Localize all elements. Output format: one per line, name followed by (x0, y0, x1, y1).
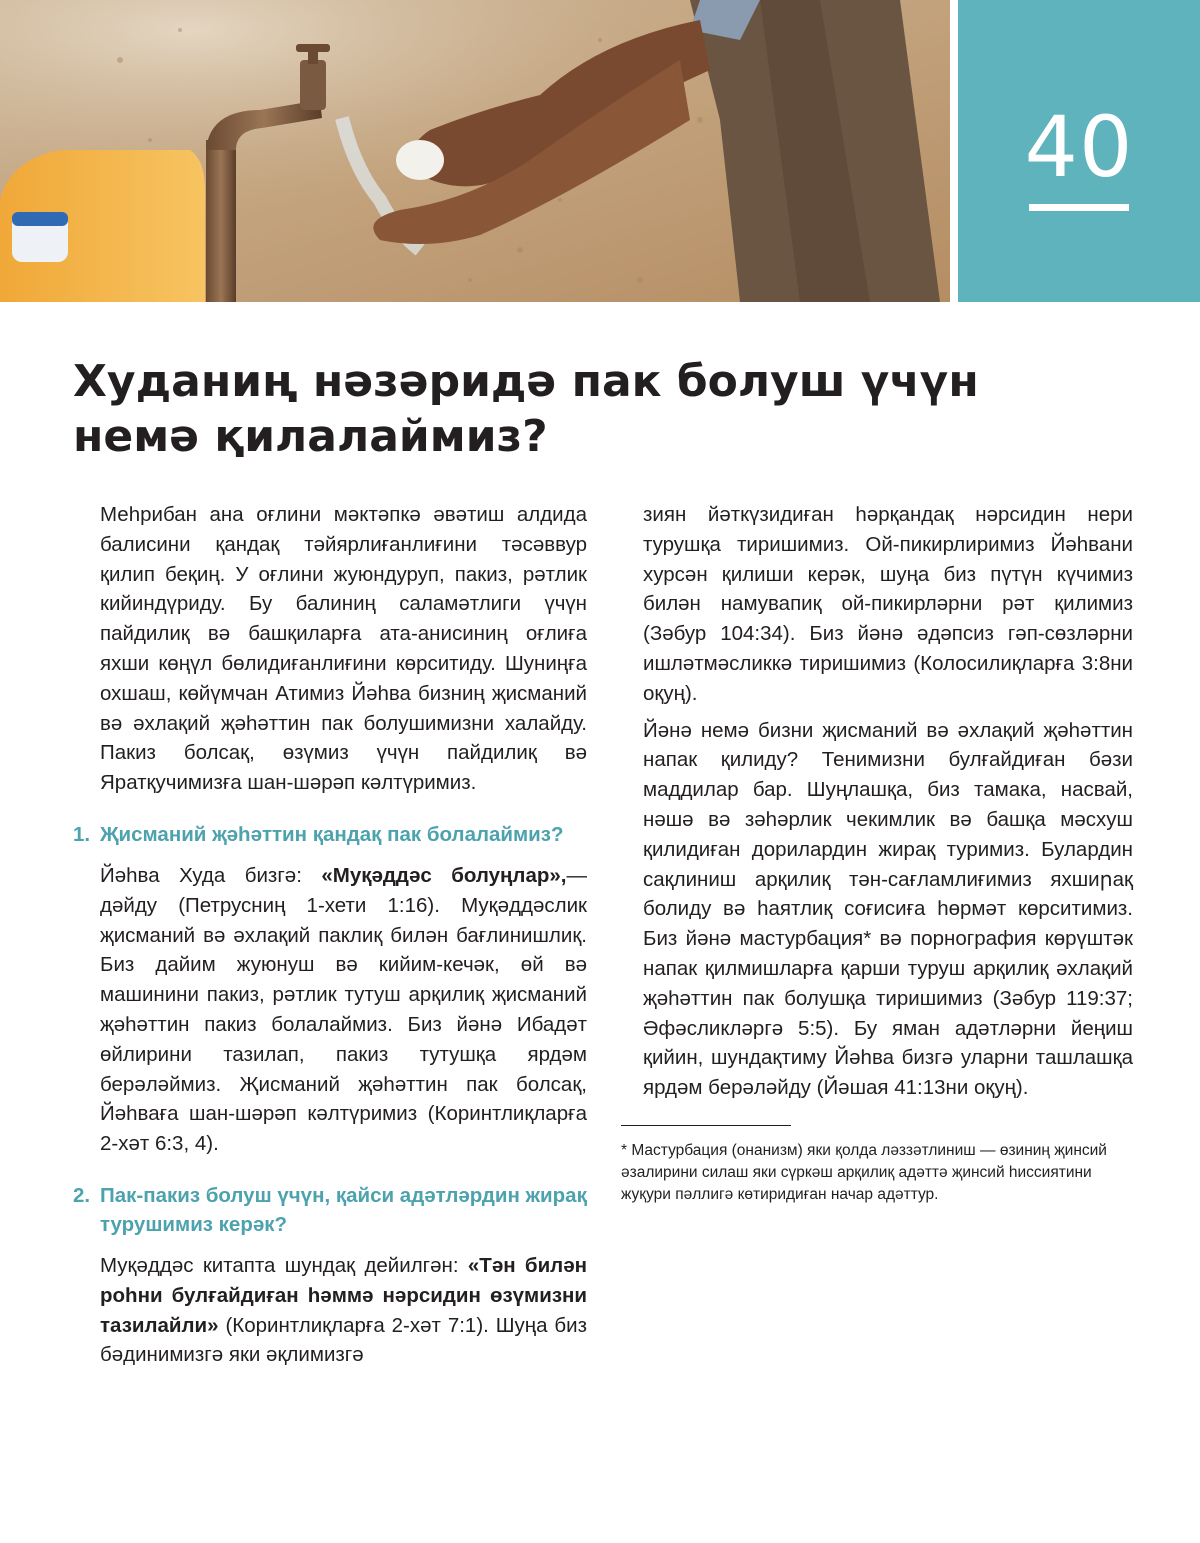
right-column (621, 500, 1133, 1206)
page-title-line-1: Худаниң нәзәридә пак болуш үчүн (73, 356, 979, 407)
lesson-number-underline (1029, 204, 1129, 211)
right-paragraph-1: зиян йәткүзидиған һәрқандақ нәрсидин нери турушқа тиришимиз. Ой-пикирлиримиз Йәһвани хурсән қилиши керәк, шуңа биз пүтүн күчимиз билән намувапиқ ой-пикирләрни рәт қилимиз (Зәбур 104:34). Биз йәнә әдәпсиз гәп-сөзләрни ишләтмәсликкә тиришимиз (Колосилиқларға 3:8ни оқуң). (643, 503, 1133, 705)
section-2-quote: «Тән билән роһни булғайдиған һәммә нәрсидин өзүмизни тазилайли» (100, 1253, 587, 1337)
section-2-text-end: (Коринтлиқларға 2-хәт 7:1). Шуңа биз бәдинимизгә яки әқлимизгә (100, 1313, 587, 1367)
lesson-number: 40 (1024, 98, 1134, 196)
question-2-text: Пак-пакиз болуш үчүн, қайси адәтләрдин жирақ турушимиз керәк? (100, 1183, 587, 1236)
page-title (73, 354, 1133, 464)
question-1-text: Җисманий җәһәттин қандақ пак болалаймиз? (100, 822, 564, 846)
page-title-line-2: немә қилалаймиз? (73, 411, 548, 462)
intro-paragraph: Меһрибан ана оғлини мәктәпкә әвәтиш алдида балисини қандақ тәйярлиғанлиғини тәсәввур қилип беқиң. У оғлини жуюндуруп, пакиз, рәтлик кийиндүриду. Бу балиниң саламәтлиги үчүн пайдилиқ вә башқиларға ата-анисиниң оғлиға яхши көңүл бөлидиғанлиғини көрситиду. Шуниңға охшаш, көйүмчан Атимиз Йәһва бизниң җисманий вә әхлақий җәһәттин пак болушимизни халайду. Пакиз болсақ, өзүмиз үчүн пайдилиқ вә Яратқучимизға шан-шәрәп кәлтүримиз. (100, 503, 587, 795)
question-2-number: 2. (73, 1183, 91, 1207)
section-1-paragraph (100, 861, 587, 1159)
question-2 (73, 1181, 587, 1239)
right-paragraph-2: Йәнә немә бизни җисманий вә әхлақий җәһәттин напак қилиду? Тенимизни булғайдиған бәзи маддилар бар. Шуңлашқа, биз тамака, насвай, нәшә вә зәһәрлик чекимлик вә башқа мәсхуш қилидиған дорилардин жирақ туримиз. Булардин сақлиниш арқилиқ тән-сағламлиғимиз яхшиրақ болиду вә һаятлиқ соғисиға һөрмәт көрситимиз. Биз йәнә мастурбация* вә порнография көрүштәк напак қилмишларға қарши туруш арқилиқ әхлақий җәһәттин пак болушқа тиришимиз (Зәбур 119:37; Әфәсликләргә 5:5). Бу яман адәтләрни йеңиш қийин, шундақтиму Йәһва бизгә уларни ташлашқа ярдәм берәләйду (Йәшая 41:13ни оқуң). (643, 718, 1133, 1100)
header-photo (0, 0, 950, 302)
question-1-number: 1. (73, 822, 91, 846)
section-2-paragraph (100, 1251, 587, 1370)
section-1-text-start: Йәһва Худа бизгә: (100, 863, 322, 887)
section-1-quote: «Муқәддәс болуңлар», (321, 863, 567, 887)
hands-washing-under-tap-icon (0, 0, 950, 302)
footnote: * Мастурбация (онанизм) яки қолда ләззәтлиниш — өзиниң җинсий әзалирини силаш яки сүркәш арқилиқ адәттә җинсий һиссиятини жуқури пәллигә көтиридиған начар адәттур. (621, 1141, 1107, 1203)
question-1 (73, 820, 587, 849)
section-2-text-start: Муқәддәс китапта шундақ дейилгән: (100, 1253, 468, 1277)
left-column (73, 500, 587, 1377)
lesson-number-panel (958, 0, 1200, 302)
footnote-divider (621, 1125, 791, 1126)
section-1-text-end: — дәйду (Петрусниң 1-хети 1:16). Муқәддәслик җисманий вә әхлақий паклиқ билән бағлинишлиқ. Биз дайим жуюнуш вә кийим-кечәк, өй вә машинини пакиз, рәтлик тутуш арқилиқ җисманий җәһәттин пакиз болалаймиз. Биз йәнә Ибадәт өйлирини тазилап, пакиз тутушқа ярдәм берәләймиз. Җисманий җәһәттин пак болсақ, Йәһваға шан-шәрәп кәлтүримиз (Коринтлиқларға 2-хәт 6:3, 4). (100, 863, 587, 1156)
